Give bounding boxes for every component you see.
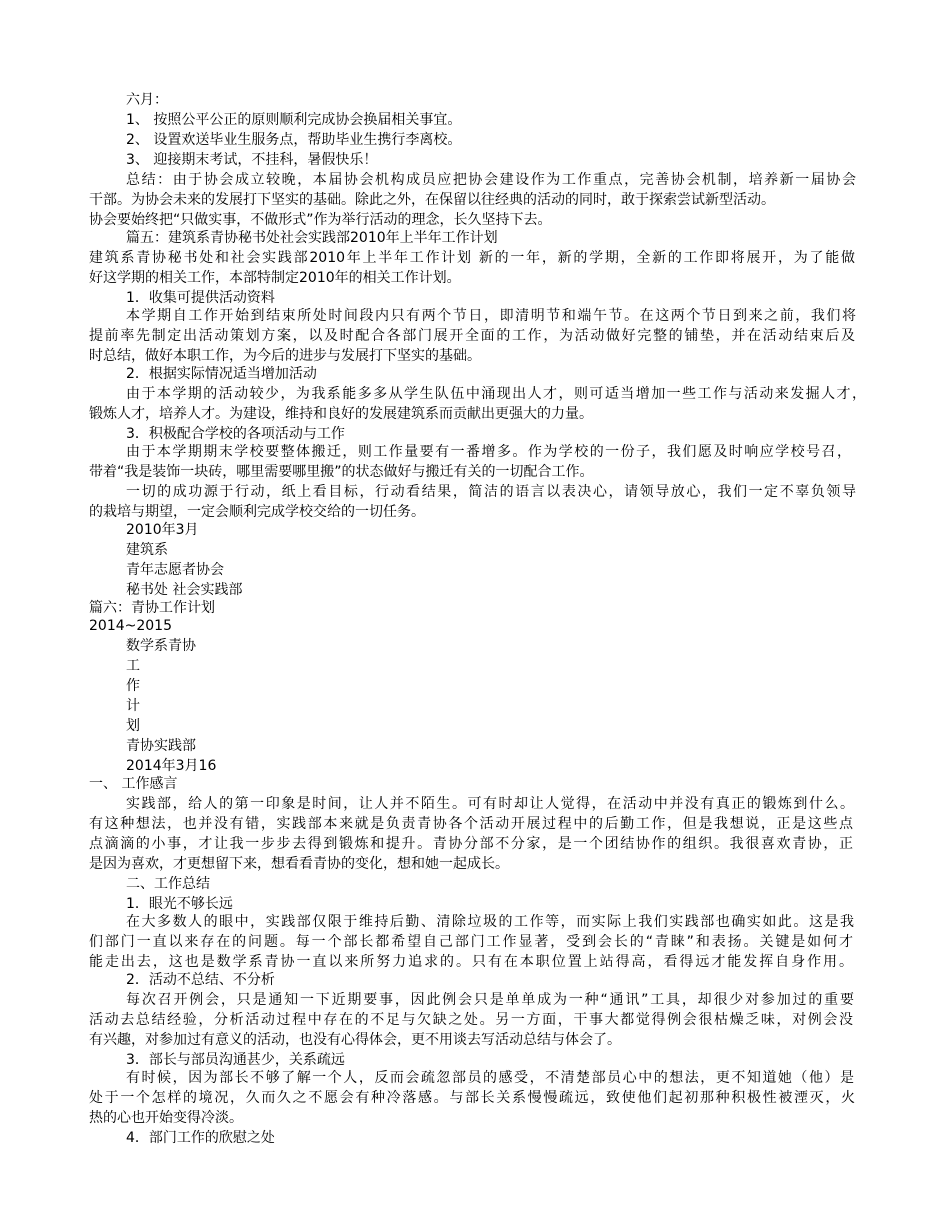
text-line: 数学系青协 (126, 638, 196, 654)
text-line: 工 (126, 658, 140, 674)
text-line: 干部。为协会未来的发展打下坚实的基础。除此之外，在保留以往经典的活动的同时，敢于探索尝试新型活动。 (89, 192, 775, 208)
text-line: 的栽培与期望，一定会顺利完成学校交给的一切任务。 (89, 504, 425, 520)
text-line: 活动去总结经验，分析活动过程中存在的不足与欠缺之处。另一方面，干事大都觉得例会很枯燥乏味，对例会没 (89, 1012, 853, 1028)
text-line: 总结：由于协会成立较晚，本届协会机构成员应把协会建设作为工作重点，完善协会机制，培养新一届协会 (126, 172, 856, 188)
text-line: 六月： (126, 92, 168, 108)
text-line: 有时候，因为部长不够了解一个人，反而会疏忽部员的感受，不清楚部员心中的想法，更不知道她（他）是 (126, 1070, 854, 1086)
text-line: 时总结，做好本职工作，为今后的进步与发展打下坚实的基础。 (89, 348, 481, 364)
text-line: 3、 迎接期末考试，不挂科，暑假快乐！ (126, 152, 378, 168)
text-line: 由于本学期的活动较少，为我系能多多从学生队伍中涌现出人才，则可适当增加一些工作与活动来发掘人才， (126, 386, 866, 402)
text-line: 有这种想法，也并没有错，实践部本来就是负责青协各个活动开展过程中的后勤工作，但是我想说，正是这些点 (89, 816, 853, 832)
text-line: 锻炼人才，培养人才。为建设，维持和良好的发展建筑系而贡献出更强大的力量。 (89, 406, 593, 422)
text-line: 青年志愿者协会 (126, 562, 224, 578)
text-line: 3．积极配合学校的各项活动与工作 (126, 426, 345, 442)
text-line: 建筑系 (126, 542, 168, 558)
text-line: 1、 按照公平公正的原则顺利完成协会换届相关事宜。 (126, 112, 462, 128)
text-line: 热的心也开始变得冷淡。 (89, 1110, 243, 1126)
text-line: 1．收集可提供活动资料 (126, 290, 275, 306)
text-line: 2014~2015 (89, 618, 172, 634)
text-line: 提前率先制定出活动策划方案，以及时配合各部门展开全面的工作，为活动做好完整的铺垫，并在活动结束后及 (89, 328, 855, 344)
text-line: 3．部长与部员沟通甚少，关系疏远 (126, 1052, 345, 1068)
text-line: 每次召开例会，只是通知一下近期要事，因此例会只是单单成为一种“通讯”工具，却很少对参加过的重要 (126, 992, 854, 1008)
text-line: 点滴滴的小事，才让我一步步去得到锻炼和提升。青协分部不分家，是一个团结协作的组织。我很喜欢青协，正 (89, 836, 853, 852)
text-line: 由于本学期期末学校要整体搬迁，则工作量要有一番增多。作为学校的一份子，我们愿及时响应学校号召， (126, 444, 851, 460)
text-line: 2、 设置欢送毕业生服务点，帮助毕业生携行李离校。 (126, 132, 462, 148)
text-line: 能走出去，这也是数学系青协一直以来所努力追求的。只有在本职位置上站得高，看得远才能发挥自身作用。 (89, 954, 853, 970)
text-line: 本学期自工作开始到结束所处时间段内只有两个节日，即清明节和端午节。在这两个节日到来之前，我们将 (126, 308, 856, 324)
text-line: 篇五：建筑系青协秘书处社会实践部2010年上半年工作计划 (126, 230, 498, 246)
text-line: 是因为喜欢，才更想留下来，想看看青协的变化，想和她一起成长。 (89, 856, 509, 872)
text-line: 们部门一直以来存在的问题。每一个部长都希望自己部门工作显著，受到会长的“青睐”和表扬。关键是如何才 (89, 934, 853, 950)
text-line: 二、工作总结 (126, 876, 210, 892)
text-line: 作 (126, 678, 140, 694)
text-line: 建筑系青协秘书处和社会实践部2010年上半年工作计划 新的一年，新的学期，全新的工作即将展开，为了能做 (89, 250, 855, 266)
text-line: 2010年3月 (126, 522, 199, 538)
text-line: 计 (126, 698, 140, 714)
text-line: 实践部，给人的第一印象是时间，让人并不陌生。可有时却让人觉得，在活动中并没有真正的锻炼到什么。 (126, 796, 854, 812)
text-line: 1．眼光不够长远 (126, 896, 233, 912)
text-line: 2014年3月16 (126, 758, 217, 774)
text-line: 处于一个怎样的境况，久而久之不愿会有种冷落感。与部长关系慢慢疏远，致使他们起初那种积极性被湮灭，火 (89, 1090, 855, 1106)
text-line: 一、 工作感言 (89, 776, 178, 792)
text-line: 划 (126, 718, 140, 734)
text-line: 秘书处 社会实践部 (126, 582, 243, 598)
text-line: 青协实践部 (126, 738, 196, 754)
text-line: 篇六：青协工作计划 (89, 600, 215, 616)
text-line: 好这学期的相关工作，本部特制定2010年的相关工作计划。 (89, 270, 461, 286)
text-line: 有兴趣，对参加过有意义的活动，也没有心得体会，更不用谈去写活动总结与体会了。 (89, 1032, 621, 1048)
text-line: 在大多数人的眼中，实践部仅限于维持后勤、清除垃圾的工作等，而实际上我们实践部也确实如此。这是我 (126, 914, 854, 930)
text-line: 2．活动不总结、不分析 (126, 972, 275, 988)
text-line: 4．部门工作的欣慰之处 (126, 1130, 275, 1146)
text-line: 带着“我是装饰一块砖，哪里需要哪里搬”的状态做好与搬迁有关的一切配合工作。 (89, 464, 594, 480)
text-line: 2．根据实际情况适当增加活动 (126, 366, 317, 382)
text-line: 一切的成功源于行动，纸上看目标，行动看结果，简洁的语言以表决心，请领导放心，我们一定不辜负领导 (126, 484, 856, 500)
text-line: 协会要始终把“只做实事，不做形式”作为举行活动的理念，长久坚持下去。 (89, 212, 552, 228)
